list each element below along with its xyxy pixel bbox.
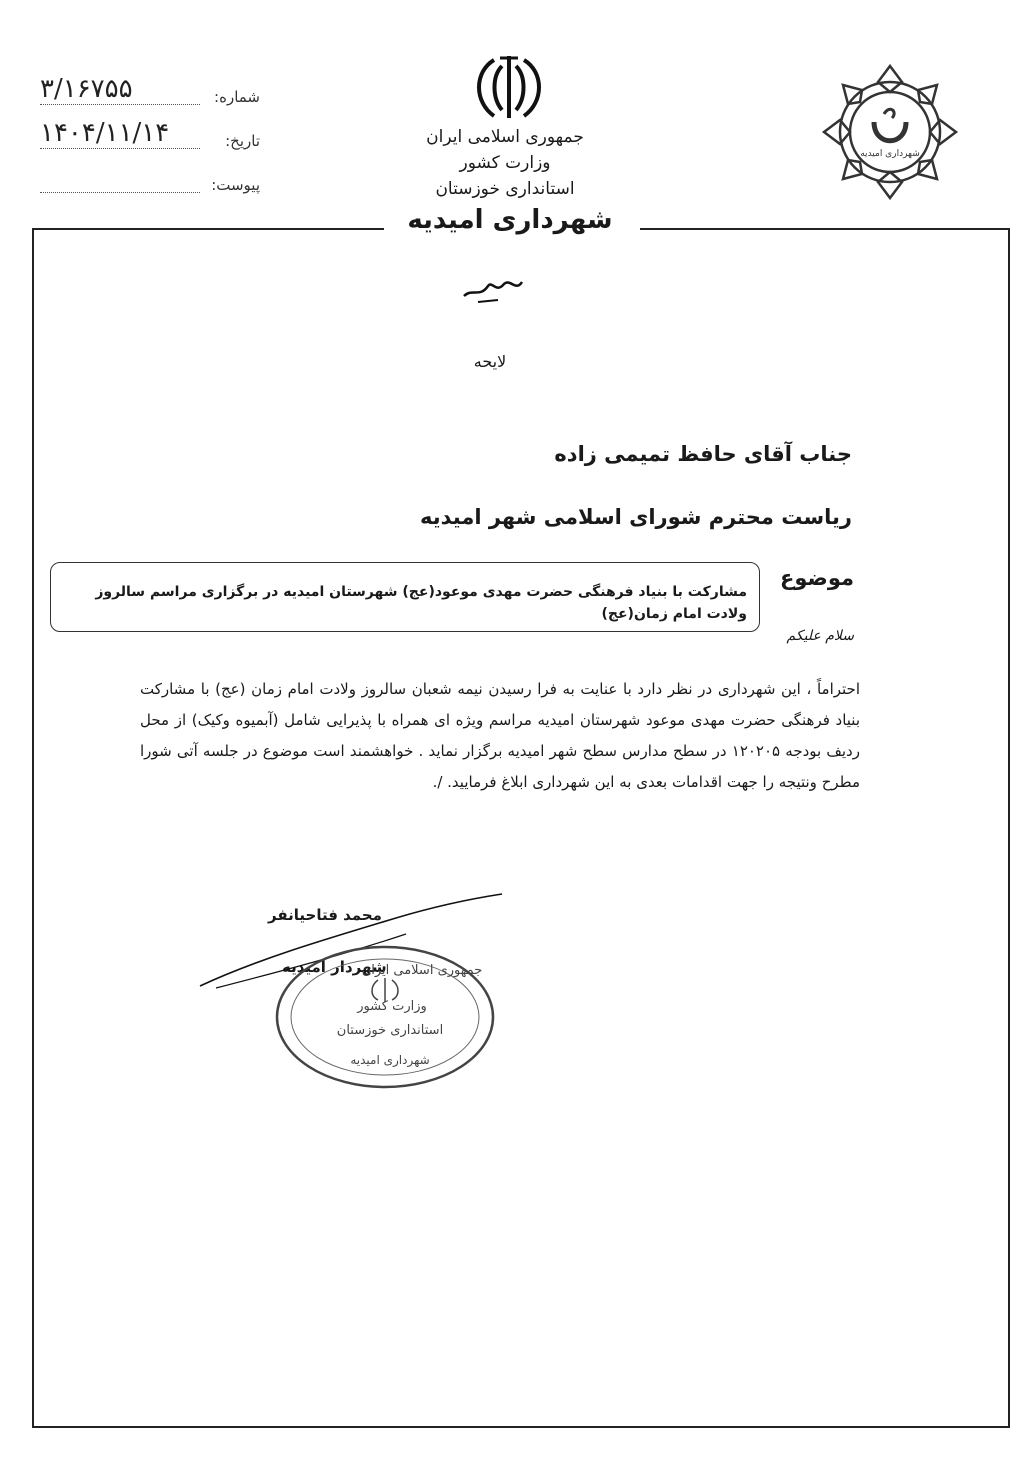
signer-title: شهردار امیدیه [282,958,387,976]
gov-line-ministry: وزارت کشور [459,153,551,173]
iran-emblem-icon [464,52,554,124]
stamp-line-2: وزارت کشور [357,999,427,1014]
date-field [40,118,260,156]
number-value: ۳/۱۶۷۵۵ [40,74,133,104]
date-dotted-line [40,148,200,149]
addressee-position: ریاست محترم شورای اسلامی شهر امیدیه [420,505,852,529]
stamp-emblem-icon [372,978,398,1002]
subject-box [50,562,760,632]
subject-text: مشارکت با بنیاد فرهنگی حضرت مهدی موعود(عج) شهرستان امیدیه در برگزاری مراسم سالروز ولادت امام زمان(عج) [95,584,747,622]
number-field [40,74,260,112]
bismillah-calligraphy [458,268,528,308]
government-header [400,124,610,202]
number-dotted-line [40,104,200,105]
gov-line-province: استانداری خوزستان [435,179,575,199]
gov-line-country: جمهوری اسلامی ایران [426,127,584,147]
greeting: سلام علیکم [786,628,854,644]
logo-caption: شهرداری امیدیه [860,149,920,159]
official-stamp [272,942,498,1092]
attachment-field [40,172,260,200]
addressee-name: جناب آقای حافظ تمیمی زاده [554,442,852,466]
letter-body: احتراماً ، این شهرداری در نظر دارد با عنایت به فرا رسیدن نیمه شعبان سالروز ولادت امام زمان (عج) با مشارکت بنیاد فرهنگی حضرت مهدی موعود شهرستان امیدیه مراسم ویژه ای همراه با پذیرایی شامل (آبمیوه وکیک) از محل ردیف بودجه ۱۲۰۲۰۵ در سطح مدارس سطح شهر امیدیه برگزار نماید . خواهشمند است موضوع در جلسه آتی شورا مطرح ونتیجه را جهت اقدامات بعدی به این شهرداری ابلاغ فرمایید. /. [140,680,860,791]
attachment-label: پیوست: [211,176,260,194]
attachment-dotted-line [40,192,200,193]
date-value: ۱۴۰۴/۱۱/۱۴ [40,118,170,148]
date-label: تاریخ: [225,132,260,150]
bismillah-text [458,268,463,269]
subject-label: موضوع [780,566,854,590]
document-type: لایحه [473,352,507,371]
stamp-line-1: جمهوری اسلامی ایران [361,963,483,978]
stamp-line-4: شهرداری امیدیه [350,1053,430,1067]
number-label: شماره: [214,88,260,106]
signer-name: محمد فتاحیانفر [268,906,382,924]
municipality-title: شهرداری امیدیه [407,205,613,235]
municipality-logo-icon [810,52,970,212]
letter-frame [32,228,1010,1428]
stamp-line-3: استانداری خوزستان [336,1023,444,1038]
